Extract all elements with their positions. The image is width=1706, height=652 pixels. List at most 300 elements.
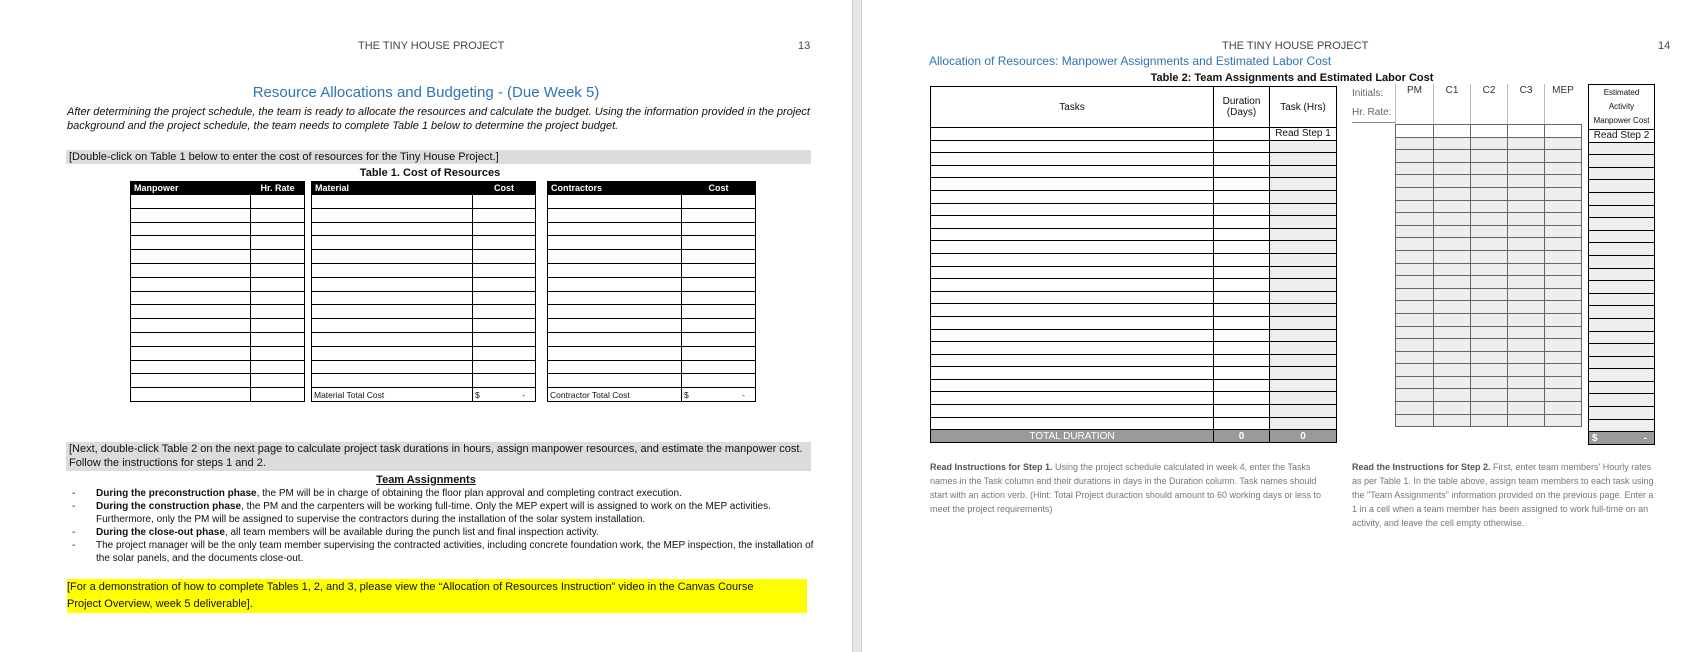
table-cell[interactable] <box>312 250 473 264</box>
assignment-row[interactable] <box>1396 150 1582 163</box>
task-hrs-cell[interactable] <box>1270 342 1337 355</box>
task-name-cell[interactable] <box>931 316 1214 329</box>
task-name-cell[interactable] <box>931 279 1214 292</box>
table-cell[interactable] <box>548 195 682 209</box>
assignment-row[interactable] <box>1396 276 1582 289</box>
task-name-cell[interactable] <box>931 165 1214 178</box>
assignment-cell[interactable] <box>1545 238 1582 251</box>
assignment-cell[interactable] <box>1471 313 1508 326</box>
assignment-row[interactable] <box>1396 250 1582 263</box>
table-cell[interactable] <box>312 346 473 360</box>
task-hrs-cell[interactable] <box>1270 405 1337 418</box>
manpower-row[interactable] <box>131 250 305 264</box>
duration-cell[interactable] <box>1214 178 1270 191</box>
cost-row[interactable] <box>1589 407 1655 420</box>
duration-cell[interactable] <box>1214 253 1270 266</box>
table-cell[interactable] <box>131 208 251 222</box>
task-hrs-cell[interactable] <box>1270 367 1337 380</box>
task-hrs-cell[interactable] <box>1270 291 1337 304</box>
table-cell[interactable] <box>251 360 305 374</box>
table-cell[interactable] <box>548 346 682 360</box>
table-cell[interactable] <box>548 360 682 374</box>
table-cell[interactable] <box>548 208 682 222</box>
table-cell[interactable] <box>251 291 305 305</box>
contractor-row[interactable] <box>548 208 756 222</box>
task-row[interactable] <box>931 228 1337 241</box>
assignment-cell[interactable] <box>1434 200 1471 213</box>
duration-cell[interactable] <box>1214 241 1270 254</box>
task-name-cell[interactable] <box>931 379 1214 392</box>
cost-row[interactable] <box>1589 180 1655 193</box>
duration-cell[interactable] <box>1214 417 1270 430</box>
assignment-cell[interactable] <box>1396 276 1434 289</box>
task-name-cell[interactable] <box>931 367 1214 380</box>
cost-row[interactable] <box>1589 130 1655 143</box>
cost-cell[interactable] <box>1589 407 1655 420</box>
cost-cell[interactable] <box>1589 331 1655 344</box>
table-cell[interactable] <box>251 263 305 277</box>
assignment-row[interactable] <box>1396 238 1582 251</box>
cost-cell[interactable] <box>1589 293 1655 306</box>
assignment-cell[interactable] <box>1396 402 1434 415</box>
cost-cell[interactable] <box>1589 344 1655 357</box>
assignment-cell[interactable] <box>1471 414 1508 427</box>
task-hrs-cell[interactable] <box>1270 178 1337 191</box>
assignment-cell[interactable] <box>1508 175 1545 188</box>
table-cell[interactable] <box>131 250 251 264</box>
table-cell[interactable] <box>131 388 251 402</box>
table-cell[interactable] <box>682 263 756 277</box>
assignment-row[interactable] <box>1396 313 1582 326</box>
table-cell[interactable] <box>312 360 473 374</box>
duration-cell[interactable] <box>1214 304 1270 317</box>
assignment-cell[interactable] <box>1545 125 1582 138</box>
cost-cell[interactable] <box>1589 306 1655 319</box>
duration-cell[interactable] <box>1214 228 1270 241</box>
assignment-cell[interactable] <box>1471 351 1508 364</box>
manpower-row[interactable] <box>131 388 305 402</box>
assignment-cell[interactable] <box>1508 187 1545 200</box>
assignment-row[interactable] <box>1396 351 1582 364</box>
assignment-cell[interactable] <box>1545 351 1582 364</box>
table-cell[interactable] <box>473 332 536 346</box>
table-cell[interactable] <box>312 374 473 388</box>
duration-cell[interactable] <box>1214 279 1270 292</box>
assignment-cell[interactable] <box>1508 225 1545 238</box>
table-cell[interactable] <box>312 195 473 209</box>
table-cell[interactable] <box>251 236 305 250</box>
assignment-cell[interactable] <box>1508 364 1545 377</box>
assignment-row[interactable] <box>1396 125 1582 138</box>
table-cell[interactable] <box>473 305 536 319</box>
table-cell[interactable] <box>251 388 305 402</box>
assignment-cell[interactable] <box>1545 364 1582 377</box>
table-cell[interactable] <box>548 305 682 319</box>
cost-row[interactable] <box>1589 356 1655 369</box>
task-name-cell[interactable] <box>931 417 1214 430</box>
duration-cell[interactable] <box>1214 128 1270 141</box>
duration-cell[interactable] <box>1214 354 1270 367</box>
table-cell[interactable] <box>682 195 756 209</box>
table-cell[interactable] <box>473 236 536 250</box>
assignment-cell[interactable] <box>1396 326 1434 339</box>
assignment-cell[interactable] <box>1545 175 1582 188</box>
assignment-row[interactable] <box>1396 213 1582 226</box>
assignment-cell[interactable] <box>1434 150 1471 163</box>
assignment-row[interactable] <box>1396 263 1582 276</box>
assignment-cell[interactable] <box>1508 301 1545 314</box>
assignment-cell[interactable] <box>1434 137 1471 150</box>
table-cell[interactable] <box>131 346 251 360</box>
assignment-cell[interactable] <box>1396 238 1434 251</box>
task-row[interactable] <box>931 342 1337 355</box>
assignment-cell[interactable] <box>1545 402 1582 415</box>
manpower-row[interactable] <box>131 263 305 277</box>
assignment-cell[interactable] <box>1545 339 1582 352</box>
cost-cell[interactable] <box>1589 230 1655 243</box>
table-cell[interactable] <box>682 250 756 264</box>
cost-row[interactable] <box>1589 306 1655 319</box>
cost-row[interactable] <box>1589 167 1655 180</box>
task-name-cell[interactable] <box>931 405 1214 418</box>
assignment-cell[interactable] <box>1471 238 1508 251</box>
assignment-cell[interactable] <box>1508 389 1545 402</box>
assignment-cell[interactable] <box>1396 150 1434 163</box>
table-cell[interactable] <box>312 208 473 222</box>
cost-cell[interactable] <box>1589 205 1655 218</box>
assignment-cell[interactable] <box>1545 313 1582 326</box>
assignment-cell[interactable] <box>1396 301 1434 314</box>
task-name-cell[interactable] <box>931 140 1214 153</box>
task-hrs-cell[interactable] <box>1270 241 1337 254</box>
assignment-cell[interactable] <box>1396 175 1434 188</box>
material-row[interactable] <box>312 305 536 319</box>
assignment-cell[interactable] <box>1434 276 1471 289</box>
assignment-row[interactable] <box>1396 402 1582 415</box>
table-cell[interactable] <box>131 374 251 388</box>
assignment-cell[interactable] <box>1508 137 1545 150</box>
cost-row[interactable] <box>1589 155 1655 168</box>
assignment-cell[interactable] <box>1396 313 1434 326</box>
estimated-cost-table[interactable] <box>1588 84 1655 445</box>
assignment-cell[interactable] <box>1508 162 1545 175</box>
assignment-cell[interactable] <box>1471 150 1508 163</box>
assignment-cell[interactable] <box>1471 137 1508 150</box>
assignment-cell[interactable] <box>1508 213 1545 226</box>
table-cell[interactable] <box>682 332 756 346</box>
material-row[interactable] <box>312 277 536 291</box>
table-cell[interactable] <box>131 319 251 333</box>
manpower-table[interactable] <box>130 181 305 402</box>
task-hrs-cell[interactable] <box>1270 279 1337 292</box>
table-cell[interactable] <box>682 277 756 291</box>
cost-row[interactable] <box>1589 205 1655 218</box>
assignment-cell[interactable] <box>1508 276 1545 289</box>
table-cell[interactable] <box>548 374 682 388</box>
task-name-cell[interactable] <box>931 153 1214 166</box>
cost-row[interactable] <box>1589 381 1655 394</box>
table-cell[interactable] <box>682 346 756 360</box>
table-cell[interactable] <box>473 208 536 222</box>
table-cell[interactable] <box>473 291 536 305</box>
assignment-cell[interactable] <box>1471 276 1508 289</box>
task-row[interactable] <box>931 405 1337 418</box>
assignment-cell[interactable] <box>1508 402 1545 415</box>
table-cell[interactable] <box>131 263 251 277</box>
contractor-row[interactable] <box>548 250 756 264</box>
cost-cell[interactable] <box>1589 369 1655 382</box>
assignment-cell[interactable] <box>1434 339 1471 352</box>
manpower-row[interactable] <box>131 236 305 250</box>
cost-row[interactable] <box>1589 331 1655 344</box>
task-row[interactable] <box>931 316 1337 329</box>
table-cell[interactable] <box>312 291 473 305</box>
table-cell[interactable] <box>131 360 251 374</box>
task-row[interactable] <box>931 291 1337 304</box>
task-hrs-cell[interactable] <box>1270 228 1337 241</box>
assignment-cell[interactable] <box>1471 339 1508 352</box>
task-row[interactable] <box>931 216 1337 229</box>
assignment-cell[interactable] <box>1471 263 1508 276</box>
assignment-cell[interactable] <box>1434 213 1471 226</box>
table-cell[interactable] <box>251 346 305 360</box>
assignment-cell[interactable] <box>1545 137 1582 150</box>
assignment-cell[interactable] <box>1471 187 1508 200</box>
assignment-cell[interactable] <box>1508 238 1545 251</box>
table-cell[interactable] <box>131 236 251 250</box>
cost-cell[interactable] <box>1589 155 1655 168</box>
task-name-cell[interactable] <box>931 304 1214 317</box>
manpower-row[interactable] <box>131 195 305 209</box>
table-cell[interactable] <box>548 332 682 346</box>
table-cell[interactable] <box>473 222 536 236</box>
assignment-cell[interactable] <box>1396 414 1434 427</box>
assignment-cell[interactable] <box>1434 301 1471 314</box>
cost-row[interactable] <box>1589 192 1655 205</box>
assignment-cell[interactable] <box>1545 250 1582 263</box>
assignment-row[interactable] <box>1396 200 1582 213</box>
assignment-cell[interactable] <box>1434 364 1471 377</box>
table-cell[interactable] <box>312 332 473 346</box>
assignment-cell[interactable] <box>1434 376 1471 389</box>
assignment-cell[interactable] <box>1508 288 1545 301</box>
cost-row[interactable] <box>1589 293 1655 306</box>
assignment-cell[interactable] <box>1434 125 1471 138</box>
table-cell[interactable] <box>312 222 473 236</box>
table-cell[interactable] <box>312 263 473 277</box>
duration-cell[interactable] <box>1214 266 1270 279</box>
manpower-row[interactable] <box>131 319 305 333</box>
cost-row[interactable] <box>1589 394 1655 407</box>
table-cell[interactable] <box>473 277 536 291</box>
assignment-cell[interactable] <box>1508 125 1545 138</box>
manpower-row[interactable] <box>131 346 305 360</box>
assignment-cell[interactable] <box>1396 125 1434 138</box>
assignment-row[interactable] <box>1396 162 1582 175</box>
task-row[interactable] <box>931 392 1337 405</box>
manpower-row[interactable] <box>131 291 305 305</box>
assignment-cell[interactable] <box>1471 364 1508 377</box>
table-cell[interactable] <box>548 319 682 333</box>
duration-cell[interactable] <box>1214 379 1270 392</box>
cost-row[interactable] <box>1589 243 1655 256</box>
contractor-row[interactable] <box>548 263 756 277</box>
assignment-cell[interactable] <box>1434 225 1471 238</box>
table-cell[interactable] <box>473 346 536 360</box>
task-row[interactable] <box>931 304 1337 317</box>
assignment-cell[interactable] <box>1396 351 1434 364</box>
task-name-cell[interactable] <box>931 291 1214 304</box>
assignment-cell[interactable] <box>1508 376 1545 389</box>
task-hrs-cell[interactable] <box>1270 165 1337 178</box>
assignment-cell[interactable] <box>1434 389 1471 402</box>
team-assignment-grid[interactable] <box>1395 124 1582 427</box>
cost-cell[interactable] <box>1589 192 1655 205</box>
assignment-cell[interactable] <box>1545 301 1582 314</box>
table-cell[interactable] <box>251 222 305 236</box>
assignment-cell[interactable] <box>1434 175 1471 188</box>
table-cell[interactable] <box>251 305 305 319</box>
task-hrs-cell[interactable] <box>1270 140 1337 153</box>
cost-cell[interactable] <box>1589 218 1655 231</box>
task-hrs-cell[interactable] <box>1270 329 1337 342</box>
assignment-cell[interactable] <box>1434 326 1471 339</box>
assignment-cell[interactable] <box>1545 389 1582 402</box>
table-cell[interactable] <box>473 360 536 374</box>
duration-cell[interactable] <box>1214 367 1270 380</box>
cost-cell[interactable] <box>1589 243 1655 256</box>
table-cell[interactable] <box>682 319 756 333</box>
table-cell[interactable] <box>548 291 682 305</box>
assignment-cell[interactable] <box>1434 313 1471 326</box>
table-cell[interactable] <box>682 291 756 305</box>
table-cell[interactable] <box>131 222 251 236</box>
assignment-cell[interactable] <box>1471 250 1508 263</box>
cost-cell[interactable] <box>1589 142 1655 155</box>
assignment-cell[interactable] <box>1396 137 1434 150</box>
cost-cell[interactable] <box>1589 268 1655 281</box>
task-name-cell[interactable] <box>931 128 1214 141</box>
assignment-cell[interactable] <box>1434 162 1471 175</box>
assignment-cell[interactable] <box>1545 414 1582 427</box>
material-row[interactable] <box>312 236 536 250</box>
assignment-cell[interactable] <box>1471 376 1508 389</box>
duration-cell[interactable] <box>1214 316 1270 329</box>
cost-cell[interactable] <box>1589 394 1655 407</box>
table-cell[interactable] <box>473 250 536 264</box>
table-cell[interactable] <box>682 208 756 222</box>
table-cell[interactable] <box>548 263 682 277</box>
table-cell[interactable] <box>473 374 536 388</box>
task-row[interactable] <box>931 367 1337 380</box>
cost-row[interactable] <box>1589 344 1655 357</box>
task-row[interactable] <box>931 165 1337 178</box>
material-row[interactable] <box>312 332 536 346</box>
cost-cell[interactable] <box>1589 281 1655 294</box>
task-row[interactable] <box>931 178 1337 191</box>
contractors-table[interactable] <box>547 181 756 402</box>
task-name-cell[interactable] <box>931 216 1214 229</box>
task-name-cell[interactable] <box>931 203 1214 216</box>
table-cell[interactable] <box>251 208 305 222</box>
task-row[interactable] <box>931 379 1337 392</box>
task-name-cell[interactable] <box>931 178 1214 191</box>
table-cell[interactable] <box>682 236 756 250</box>
task-hrs-cell[interactable] <box>1270 354 1337 367</box>
table-cell[interactable] <box>548 250 682 264</box>
task-name-cell[interactable] <box>931 190 1214 203</box>
assignment-cell[interactable] <box>1396 213 1434 226</box>
table-cell[interactable] <box>251 195 305 209</box>
table-cell[interactable] <box>473 319 536 333</box>
assignment-row[interactable] <box>1396 364 1582 377</box>
assignment-cell[interactable] <box>1396 389 1434 402</box>
contractor-row[interactable] <box>548 222 756 236</box>
assignment-row[interactable] <box>1396 225 1582 238</box>
task-hrs-cell[interactable] <box>1270 379 1337 392</box>
assignment-cell[interactable] <box>1545 276 1582 289</box>
cost-cell[interactable]: Read Step 2 <box>1589 130 1655 143</box>
task-name-cell[interactable] <box>931 329 1214 342</box>
cost-row[interactable] <box>1589 268 1655 281</box>
task-row[interactable] <box>931 354 1337 367</box>
task-hrs-cell[interactable] <box>1270 266 1337 279</box>
assignment-cell[interactable] <box>1434 238 1471 251</box>
assignment-row[interactable] <box>1396 137 1582 150</box>
assignment-cell[interactable] <box>1508 150 1545 163</box>
assignment-cell[interactable] <box>1471 402 1508 415</box>
assignment-cell[interactable] <box>1434 263 1471 276</box>
contractor-row[interactable] <box>548 332 756 346</box>
assignment-cell[interactable] <box>1545 200 1582 213</box>
cost-cell[interactable] <box>1589 255 1655 268</box>
task-row[interactable] <box>931 417 1337 430</box>
task-row[interactable] <box>931 203 1337 216</box>
task-duration-table[interactable] <box>930 86 1337 443</box>
assignment-cell[interactable] <box>1396 364 1434 377</box>
duration-cell[interactable] <box>1214 405 1270 418</box>
assignment-cell[interactable] <box>1396 263 1434 276</box>
table-cell[interactable] <box>131 291 251 305</box>
table-cell[interactable] <box>548 277 682 291</box>
material-row[interactable] <box>312 374 536 388</box>
assignment-cell[interactable] <box>1434 402 1471 415</box>
cost-cell[interactable] <box>1589 356 1655 369</box>
table-cell[interactable] <box>312 277 473 291</box>
cost-cell[interactable] <box>1589 381 1655 394</box>
table-cell[interactable] <box>251 332 305 346</box>
assignment-cell[interactable] <box>1434 250 1471 263</box>
task-hrs-cell[interactable] <box>1270 153 1337 166</box>
contractor-row[interactable] <box>548 236 756 250</box>
assignment-row[interactable] <box>1396 187 1582 200</box>
table-cell[interactable] <box>473 195 536 209</box>
table-cell[interactable] <box>251 319 305 333</box>
material-row[interactable] <box>312 195 536 209</box>
table-cell[interactable] <box>131 277 251 291</box>
assignment-cell[interactable] <box>1508 263 1545 276</box>
cost-row[interactable] <box>1589 218 1655 231</box>
contractor-row[interactable] <box>548 291 756 305</box>
assignment-cell[interactable] <box>1396 250 1434 263</box>
task-row[interactable] <box>931 153 1337 166</box>
assignment-cell[interactable] <box>1471 326 1508 339</box>
task-hrs-cell[interactable] <box>1270 216 1337 229</box>
duration-cell[interactable] <box>1214 216 1270 229</box>
task-row[interactable] <box>931 279 1337 292</box>
assignment-row[interactable] <box>1396 339 1582 352</box>
task-hrs-cell[interactable] <box>1270 304 1337 317</box>
